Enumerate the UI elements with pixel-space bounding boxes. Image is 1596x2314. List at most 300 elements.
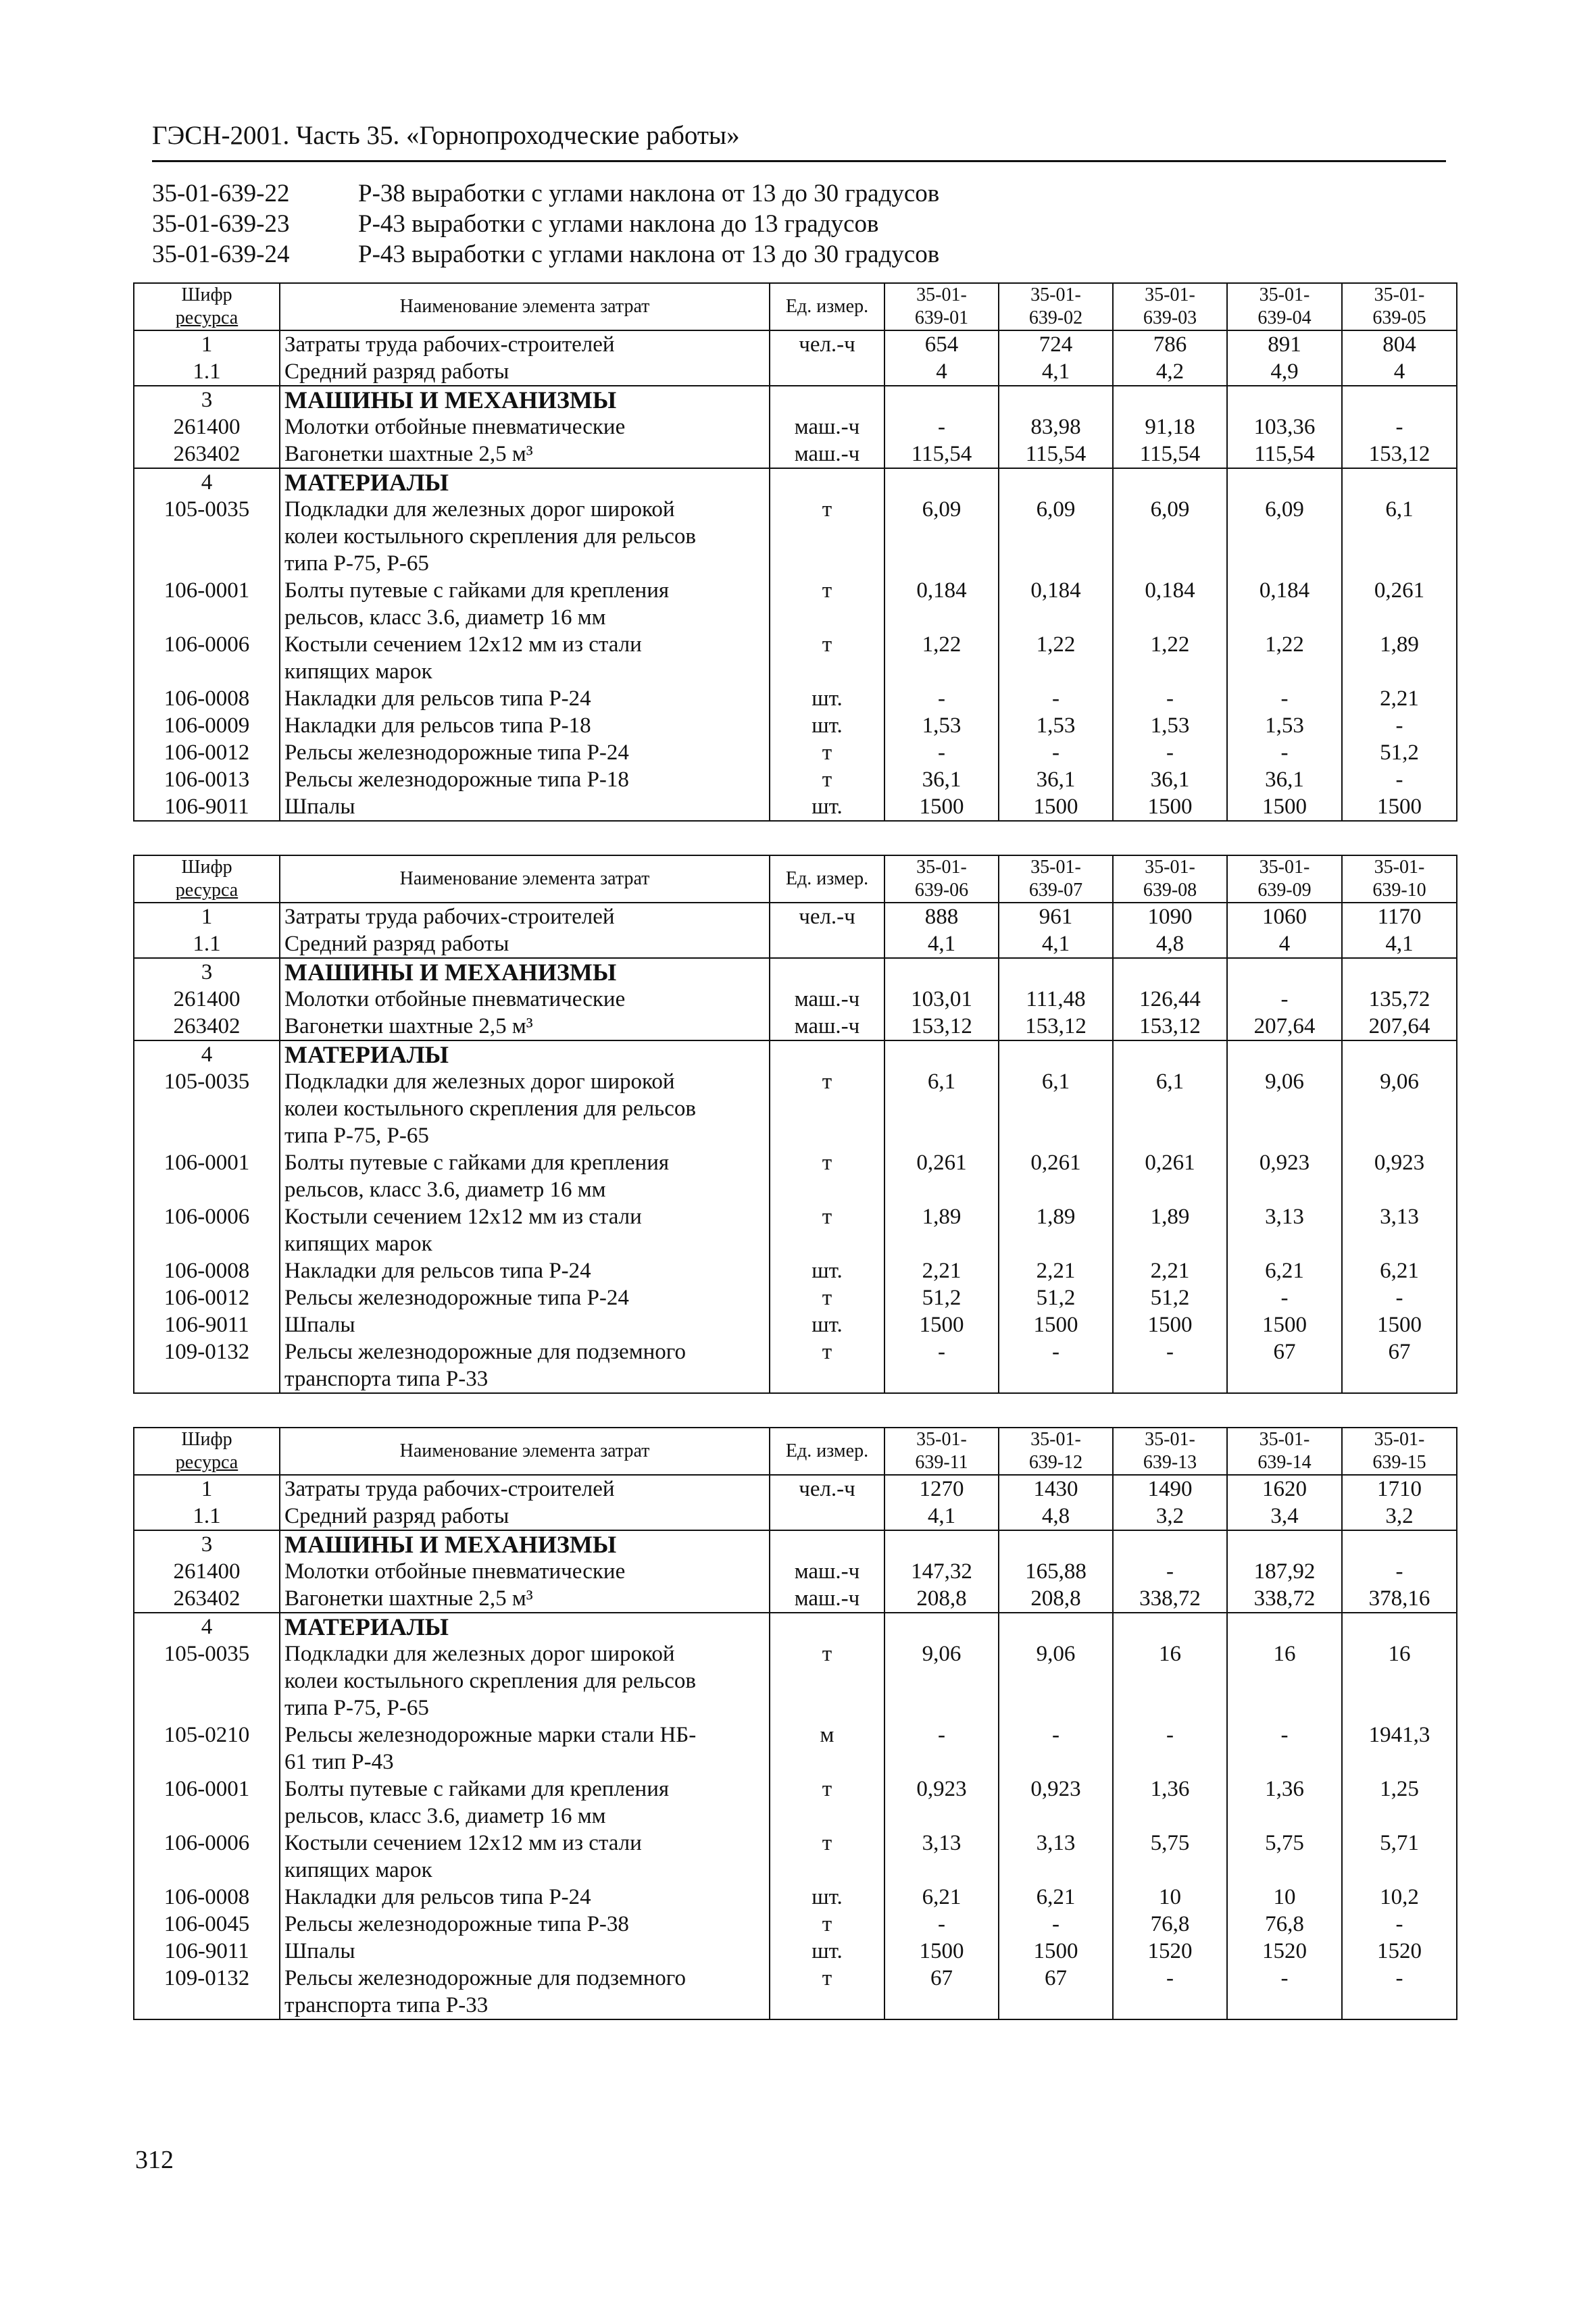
value-cell: 1,89	[999, 1203, 1113, 1257]
value-cell: -	[884, 1338, 999, 1393]
resource-name	[280, 958, 770, 986]
value-cell: -	[1113, 739, 1227, 766]
value-cell	[1113, 1040, 1227, 1068]
unit-cell: м	[770, 1721, 884, 1776]
resource-name-line: Болты путевые с гайками для крепления	[284, 1777, 670, 1801]
resource-name-line: Вагонетки шахтные 2,5 м³	[284, 442, 533, 466]
value-cell: 111,48	[999, 986, 1113, 1013]
table-row	[134, 793, 1457, 821]
value-cell: 1500	[999, 1311, 1113, 1338]
value-cell: 5,75	[1113, 1830, 1227, 1884]
value-cell: -	[1227, 1721, 1342, 1776]
value-cell: 786	[1113, 330, 1227, 358]
resource-code: 3	[134, 958, 280, 986]
resource-name	[280, 1040, 770, 1068]
table-row	[134, 739, 1457, 766]
value-cell: 3,4	[1227, 1503, 1342, 1530]
value-cell: -	[1113, 1338, 1227, 1393]
value-cell: 4,2	[1113, 358, 1227, 386]
resource-code: 263402	[134, 1585, 280, 1613]
resource-name	[280, 1503, 770, 1530]
header-norm-code-line: 639-03	[1143, 307, 1197, 328]
value-cell: 0,923	[999, 1776, 1113, 1830]
table-body	[134, 903, 1457, 1393]
intro-text: Р-38 выработки с углами наклона от 13 до 30 градусов	[358, 180, 940, 207]
value-cell: 103,36	[1227, 413, 1342, 441]
resource-name-line: Подкладки для железных дорог широкой	[284, 1070, 675, 1094]
table-header	[134, 283, 1457, 330]
unit-cell	[770, 1530, 884, 1558]
unit-cell: шт.	[770, 1938, 884, 1965]
resource-name-line: Подкладки для железных дорог широкой	[284, 497, 675, 522]
resource-code: 106-0006	[134, 631, 280, 685]
value-cell: 9,06	[1227, 1068, 1342, 1149]
resource-code: 106-0006	[134, 1830, 280, 1884]
header-code	[134, 283, 280, 330]
value-cell: 0,184	[1113, 577, 1227, 631]
value-cell: 4,8	[1113, 930, 1227, 958]
value-cell: 1,53	[999, 712, 1113, 739]
value-cell: 6,21	[999, 1884, 1113, 1911]
resource-name-line: типа Р-75, Р-65	[284, 1124, 429, 1148]
value-cell: 4,1	[884, 930, 999, 958]
unit-cell: шт.	[770, 1311, 884, 1338]
intro-code: 35-01-639-22	[152, 180, 290, 207]
resource-name	[280, 1585, 770, 1613]
value-cell: 51,2	[884, 1284, 999, 1311]
value-cell: 1,22	[884, 631, 999, 685]
resource-name-line: Костыли сечением 12х12 мм из стали	[284, 1831, 642, 1855]
intro-item	[152, 209, 939, 239]
header-norm-code-line: 35-01-	[1259, 284, 1310, 305]
value-cell: 76,8	[1227, 1911, 1342, 1938]
value-cell: -	[1342, 1911, 1457, 1938]
header-norm-code-line: 639-07	[1028, 880, 1083, 901]
resource-code: 106-0008	[134, 685, 280, 712]
value-cell	[1342, 1530, 1457, 1558]
value-cell: 9,06	[884, 1640, 999, 1721]
value-cell	[1113, 958, 1227, 986]
header-code-line: ресурса	[175, 1452, 239, 1473]
value-cell: 1500	[1227, 1311, 1342, 1338]
value-cell: 36,1	[1113, 766, 1227, 793]
table-row	[134, 386, 1457, 413]
table-row	[134, 1721, 1457, 1776]
value-cell: -	[884, 413, 999, 441]
value-cell: -	[1227, 986, 1342, 1013]
value-cell: 5,75	[1227, 1830, 1342, 1884]
value-cell	[1227, 386, 1342, 413]
value-cell: 207,64	[1227, 1013, 1342, 1040]
table-row	[134, 1911, 1457, 1938]
header-norm-code	[1113, 855, 1227, 903]
unit-cell: т	[770, 577, 884, 631]
table-row	[134, 1284, 1457, 1311]
value-cell: 0,261	[1113, 1149, 1227, 1203]
value-cell: 36,1	[1227, 766, 1342, 793]
value-cell: 1060	[1227, 903, 1342, 930]
resource-code: 106-0001	[134, 577, 280, 631]
unit-cell: шт.	[770, 1884, 884, 1911]
header-code	[134, 855, 280, 903]
resource-name	[280, 496, 770, 577]
value-cell: 51,2	[1342, 739, 1457, 766]
unit-cell	[770, 958, 884, 986]
header-norm-code-line: 639-06	[914, 880, 969, 901]
resource-name	[280, 631, 770, 685]
table-row	[134, 358, 1457, 386]
header-norm-code-line: 639-12	[1028, 1452, 1083, 1473]
header-norm-code-line: 639-02	[1028, 307, 1083, 328]
header-unit: Ед. измер.	[770, 283, 884, 330]
table-row	[134, 1558, 1457, 1585]
unit-cell: т	[770, 1284, 884, 1311]
header-norm-code-line: 639-13	[1143, 1452, 1197, 1473]
value-cell: 4,1	[1342, 930, 1457, 958]
value-cell: 208,8	[884, 1585, 999, 1613]
value-cell: 4	[1227, 930, 1342, 958]
value-cell	[1227, 1530, 1342, 1558]
unit-cell	[770, 386, 884, 413]
header-norm-code-line: 35-01-	[1145, 284, 1195, 305]
value-cell: 1941,3	[1342, 1721, 1457, 1776]
resource-name-line: транспорта типа Р-33	[284, 1993, 489, 2017]
resource-name-line: Средний разряд работы	[284, 932, 509, 956]
resource-name-line: Костыли сечением 12х12 мм из стали	[284, 1205, 642, 1229]
table-header	[134, 855, 1457, 903]
resource-name-line: МАШИНЫ И МЕХАНИЗМЫ	[284, 959, 617, 986]
header-norm-code	[884, 855, 999, 903]
value-cell	[999, 958, 1113, 986]
value-cell: 1,89	[1342, 631, 1457, 685]
value-cell: 0,261	[999, 1149, 1113, 1203]
header-norm-code-line: 35-01-	[1145, 857, 1195, 878]
value-cell: 1710	[1342, 1475, 1457, 1503]
resource-name	[280, 1884, 770, 1911]
table-row	[134, 1965, 1457, 2019]
value-cell: 207,64	[1342, 1013, 1457, 1040]
table-row	[134, 413, 1457, 441]
value-cell	[1113, 468, 1227, 496]
value-cell	[1113, 1613, 1227, 1640]
header-norm-code-line: 35-01-	[1374, 284, 1425, 305]
value-cell	[999, 468, 1113, 496]
resource-name-line: Болты путевые с гайками для крепления	[284, 1151, 670, 1175]
resource-name-line: Болты путевые с гайками для крепления	[284, 578, 670, 603]
resource-code: 105-0035	[134, 1068, 280, 1149]
resource-name	[280, 386, 770, 413]
unit-cell: шт.	[770, 685, 884, 712]
resource-name	[280, 1068, 770, 1149]
value-cell: 0,184	[999, 577, 1113, 631]
value-cell: -	[999, 1338, 1113, 1393]
norm-table-1	[133, 282, 1457, 822]
value-cell: 103,01	[884, 986, 999, 1013]
value-cell: 1,36	[1227, 1776, 1342, 1830]
table-row	[134, 1338, 1457, 1393]
value-cell: 6,09	[999, 496, 1113, 577]
value-cell: 1500	[884, 1311, 999, 1338]
table-row	[134, 685, 1457, 712]
resource-code: 261400	[134, 986, 280, 1013]
intro-text: Р-43 выработки с углами наклона от 13 до 30 градусов	[358, 241, 940, 268]
value-cell: 10	[1113, 1884, 1227, 1911]
value-cell: -	[1113, 1965, 1227, 2019]
resource-name	[280, 986, 770, 1013]
value-cell: 153,12	[884, 1013, 999, 1040]
table-row	[134, 1938, 1457, 1965]
resource-name-line: Подкладки для железных дорог широкой	[284, 1642, 675, 1666]
header-norm-code-line: 35-01-	[1030, 284, 1081, 305]
value-cell: 1520	[1227, 1938, 1342, 1965]
value-cell: 3,13	[1227, 1203, 1342, 1257]
unit-cell: т	[770, 1203, 884, 1257]
value-cell: 16	[1342, 1640, 1457, 1721]
unit-cell: шт.	[770, 793, 884, 821]
value-cell: -	[884, 685, 999, 712]
value-cell: 36,1	[884, 766, 999, 793]
value-cell: -	[884, 1721, 999, 1776]
resource-code: 106-0006	[134, 1203, 280, 1257]
resource-name	[280, 1338, 770, 1393]
intro-code: 35-01-639-23	[152, 210, 290, 238]
header-norm-code	[1113, 283, 1227, 330]
header-name: Наименование элемента затрат	[280, 1428, 770, 1475]
unit-cell: т	[770, 1965, 884, 2019]
resource-code: 109-0132	[134, 1965, 280, 2019]
resource-code: 263402	[134, 441, 280, 468]
header-norm-code	[1227, 1428, 1342, 1475]
unit-cell: маш.-ч	[770, 441, 884, 468]
value-cell: 126,44	[1113, 986, 1227, 1013]
table-row	[134, 1149, 1457, 1203]
resource-name-line: Костыли сечением 12х12 мм из стали	[284, 632, 642, 657]
value-cell: 1500	[884, 1938, 999, 1965]
resource-name-line: МАТЕРИАЛЫ	[284, 469, 449, 496]
value-cell: 135,72	[1342, 986, 1457, 1013]
header-norm-code	[1113, 1428, 1227, 1475]
resource-name-line: Рельсы железнодорожные для подземного	[284, 1966, 686, 1990]
value-cell: 1,89	[884, 1203, 999, 1257]
table-row	[134, 1830, 1457, 1884]
table-row	[134, 631, 1457, 685]
resource-name-line: Затраты труда рабочих-строителей	[284, 905, 615, 929]
value-cell: 115,54	[1113, 441, 1227, 468]
value-cell	[1342, 1613, 1457, 1640]
resource-code: 106-9011	[134, 793, 280, 821]
table-row	[134, 441, 1457, 468]
value-cell	[999, 1613, 1113, 1640]
header-code-line: Шифр	[181, 1429, 232, 1450]
header-code-line: Шифр	[181, 284, 232, 305]
unit-cell: маш.-ч	[770, 1585, 884, 1613]
resource-code: 106-0012	[134, 1284, 280, 1311]
value-cell: 724	[999, 330, 1113, 358]
value-cell: -	[1342, 1965, 1457, 2019]
value-cell	[884, 1613, 999, 1640]
header-norm-code-line: 639-15	[1372, 1452, 1426, 1473]
resource-name-line: Молотки отбойные пневматические	[284, 987, 626, 1011]
value-cell	[1227, 958, 1342, 986]
resource-code: 106-0008	[134, 1884, 280, 1911]
header-norm-code-line: 35-01-	[916, 857, 967, 878]
value-cell	[1227, 468, 1342, 496]
header-norm-code-line: 639-09	[1257, 880, 1312, 901]
value-cell	[884, 1040, 999, 1068]
header-code	[134, 1428, 280, 1475]
header-norm-code-line: 639-11	[915, 1452, 968, 1473]
value-cell	[1113, 1530, 1227, 1558]
header-name: Наименование элемента затрат	[280, 283, 770, 330]
resource-name	[280, 685, 770, 712]
resource-code: 3	[134, 1530, 280, 1558]
resource-name-line: колеи костыльного скрепления для рельсов	[284, 1669, 696, 1693]
value-cell: 1430	[999, 1475, 1113, 1503]
value-cell: -	[1227, 739, 1342, 766]
value-cell: -	[1342, 1284, 1457, 1311]
resource-name-line: кипящих марок	[284, 1858, 432, 1882]
table-row	[134, 468, 1457, 496]
resource-name	[280, 793, 770, 821]
value-cell: -	[1227, 685, 1342, 712]
header-norm-code-line: 639-08	[1143, 880, 1197, 901]
resource-name	[280, 1149, 770, 1203]
value-cell: 1170	[1342, 903, 1457, 930]
value-cell: 153,12	[999, 1013, 1113, 1040]
resource-name-line: Накладки для рельсов типа Р-24	[284, 1259, 591, 1283]
value-cell: 1500	[1227, 793, 1342, 821]
resource-code: 106-0012	[134, 739, 280, 766]
document-title: ГЭСН-2001. Часть 35. «Горнопроходческие работы»	[152, 121, 740, 150]
header-norm-code	[1342, 1428, 1457, 1475]
header-norm-code	[884, 1428, 999, 1475]
table-row	[134, 903, 1457, 930]
resource-name	[280, 1640, 770, 1721]
header-row	[134, 1428, 1457, 1475]
unit-cell	[770, 1503, 884, 1530]
resource-code: 1.1	[134, 1503, 280, 1530]
header-norm-code-line: 35-01-	[916, 284, 967, 305]
value-cell: 3,13	[884, 1830, 999, 1884]
header-norm-code-line: 35-01-	[1145, 1429, 1195, 1450]
resource-code: 106-0001	[134, 1776, 280, 1830]
table-row	[134, 1203, 1457, 1257]
resource-name	[280, 903, 770, 930]
value-cell: 6,09	[1113, 496, 1227, 577]
value-cell: 6,21	[1227, 1257, 1342, 1284]
resource-name-line: Рельсы железнодорожные типа Р-18	[284, 768, 629, 792]
intro-item	[152, 178, 939, 209]
resource-name	[280, 1284, 770, 1311]
unit-cell: т	[770, 496, 884, 577]
resource-name-line: Шпалы	[284, 795, 355, 819]
table-row	[134, 496, 1457, 577]
value-cell: 165,88	[999, 1558, 1113, 1585]
value-cell: 4	[1342, 358, 1457, 386]
table-row	[134, 1311, 1457, 1338]
unit-cell: т	[770, 739, 884, 766]
value-cell: 1500	[1113, 1311, 1227, 1338]
value-cell	[1113, 386, 1227, 413]
table-row	[134, 577, 1457, 631]
value-cell: 6,09	[884, 496, 999, 577]
unit-cell: маш.-ч	[770, 986, 884, 1013]
value-cell: 4	[884, 358, 999, 386]
unit-cell: т	[770, 1149, 884, 1203]
resource-name	[280, 330, 770, 358]
header-norm-code	[1342, 283, 1457, 330]
resource-name-line: Рельсы железнодорожные типа Р-38	[284, 1912, 629, 1936]
value-cell: 51,2	[1113, 1284, 1227, 1311]
unit-cell: т	[770, 1338, 884, 1393]
resource-name	[280, 739, 770, 766]
resource-name-line: Вагонетки шахтные 2,5 м³	[284, 1014, 533, 1038]
resource-code: 105-0035	[134, 1640, 280, 1721]
value-cell: 338,72	[1113, 1585, 1227, 1613]
table-body	[134, 330, 1457, 821]
value-cell: 16	[1113, 1640, 1227, 1721]
resource-name-line: кипящих марок	[284, 1232, 432, 1256]
value-cell: 115,54	[999, 441, 1113, 468]
value-cell: 4,1	[999, 358, 1113, 386]
value-cell: 4,1	[999, 930, 1113, 958]
value-cell	[1342, 468, 1457, 496]
value-cell: 961	[999, 903, 1113, 930]
unit-cell	[770, 358, 884, 386]
value-cell: 378,16	[1342, 1585, 1457, 1613]
unit-cell: чел.-ч	[770, 903, 884, 930]
resource-code: 261400	[134, 413, 280, 441]
value-cell: 1,25	[1342, 1776, 1457, 1830]
header-unit: Ед. измер.	[770, 855, 884, 903]
value-cell: 3,2	[1342, 1503, 1457, 1530]
unit-cell	[770, 1040, 884, 1068]
value-cell: 1500	[999, 1938, 1113, 1965]
resource-name-line: Средний разряд работы	[284, 359, 509, 384]
unit-cell: т	[770, 1776, 884, 1830]
value-cell: 4,8	[999, 1503, 1113, 1530]
table-row	[134, 330, 1457, 358]
resource-name	[280, 1830, 770, 1884]
value-cell: 0,261	[884, 1149, 999, 1203]
value-cell: 3,13	[1342, 1203, 1457, 1257]
value-cell: 1500	[884, 793, 999, 821]
resource-name-line: Затраты труда рабочих-строителей	[284, 1477, 615, 1501]
resource-name-line: рельсов, класс 3.6, диаметр 16 мм	[284, 605, 606, 630]
value-cell: 1500	[1342, 793, 1457, 821]
unit-cell: т	[770, 766, 884, 793]
value-cell: 1270	[884, 1475, 999, 1503]
intro-list	[152, 178, 939, 270]
header-norm-code-line: 35-01-	[1374, 1429, 1425, 1450]
resource-name-line: Рельсы железнодорожные типа Р-24	[284, 1286, 629, 1310]
resource-name	[280, 441, 770, 468]
value-cell: 51,2	[999, 1284, 1113, 1311]
header-norm-code-line: 35-01-	[1259, 1429, 1310, 1450]
value-cell	[999, 1530, 1113, 1558]
table-row	[134, 1475, 1457, 1503]
value-cell: -	[999, 685, 1113, 712]
table-row	[134, 1884, 1457, 1911]
unit-cell: шт.	[770, 1257, 884, 1284]
resource-name-line: Рельсы железнодорожные марки стали НБ-	[284, 1723, 697, 1747]
header-unit: Ед. измер.	[770, 1428, 884, 1475]
value-cell: 1520	[1113, 1938, 1227, 1965]
resource-name-line: транспорта типа Р-33	[284, 1367, 489, 1391]
value-cell: -	[884, 1911, 999, 1938]
value-cell: 2,21	[999, 1257, 1113, 1284]
header-row	[134, 855, 1457, 903]
